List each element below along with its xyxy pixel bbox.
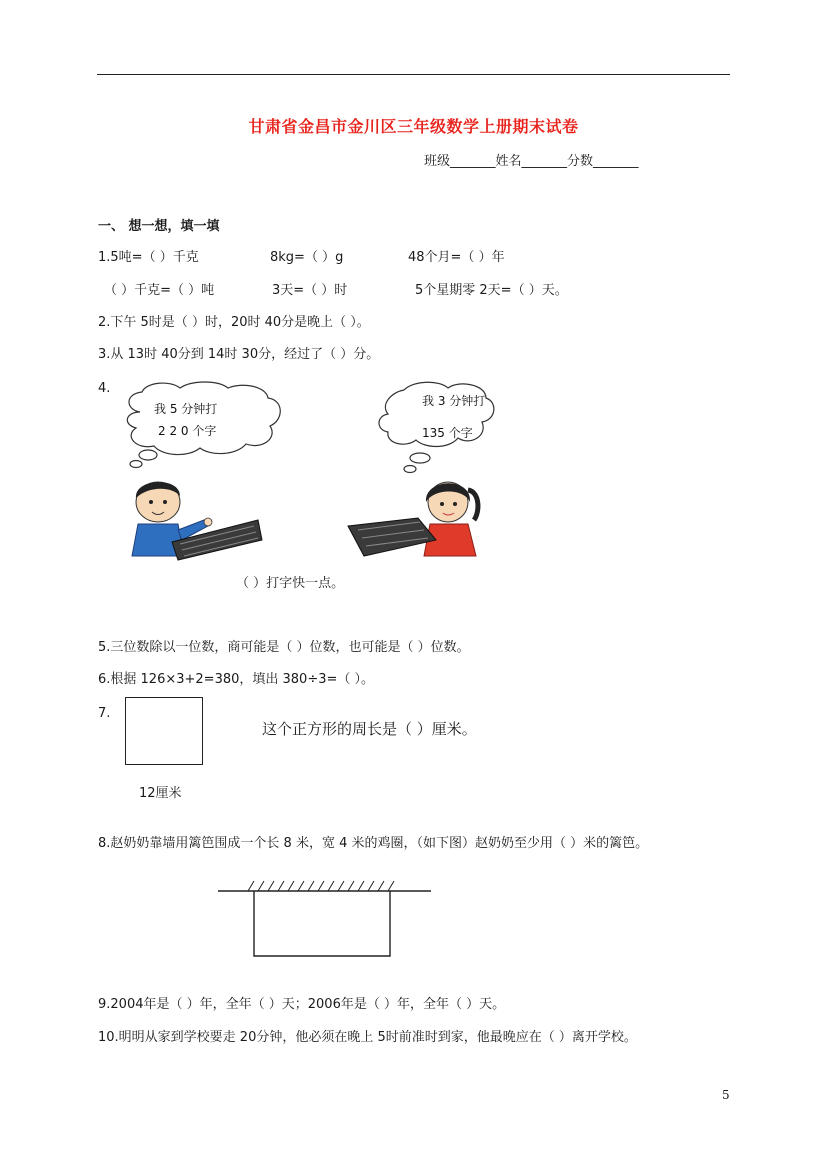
boy-typing-figure [132, 482, 262, 560]
q8-wall-fence-diagram [218, 875, 433, 959]
wall-hatching [248, 881, 394, 891]
q1-item-5: 3天=（ ）时 [272, 283, 348, 298]
chicken-pen-fence [254, 891, 390, 956]
q8-text: 8.赵奶奶靠墙用篱笆围成一个长 8 米，宽 4 米的鸡圈，（如下图）赵奶奶至少用（ ）米的篱笆。 [98, 836, 649, 851]
name-field: 姓名_______ [495, 154, 568, 169]
boy-bubble-line1: 我 5 分钟打 [154, 402, 218, 416]
q1-item-2: 8kg=（ ）g [270, 250, 344, 265]
q7-side-label: 12厘米 [139, 786, 182, 801]
score-field: 分数_______ [567, 154, 639, 169]
q1-item-4: （ ）千克=（ ）吨 [104, 283, 215, 298]
q6-text: 6.根据 126×3+2=380，填出 380÷3=（ ）。 [98, 672, 375, 687]
q5-text: 5.三位数除以一位数，商可能是（ ）位数，也可能是（ ）位数。 [98, 640, 470, 655]
q7-square [125, 697, 203, 765]
q1-item-3: 48个月=（ ）年 [408, 250, 505, 265]
top-rule [97, 74, 730, 75]
q4-number: 4. [98, 381, 111, 396]
q2-text: 2.下午 5时是（ ）时，20时 40分是晚上（ ）。 [98, 315, 370, 330]
girl-bubble-line1: 我 3 分钟打 [422, 394, 486, 408]
class-field: 班级_______ [424, 154, 496, 169]
student-info [424, 150, 639, 169]
boy-bubble-line2: 2 2 0 个字 [158, 424, 217, 438]
q7-text: 这个正方形的周长是（ ）厘米。 [262, 720, 477, 738]
page-number: 5 [722, 1088, 730, 1102]
section-heading: 一、 想一想，填一填 [98, 219, 220, 234]
q1-item-1: 1.5吨=（ ）千克 [98, 250, 199, 265]
q7-number: 7. [98, 706, 111, 721]
q10-text: 10.明明从家到学校要走 20分钟，他必须在晚上 5时前准时到家，他最晚应在（ ）离开学校。 [98, 1030, 637, 1045]
q1-item-6: 5个星期零 2天=（ ）天。 [415, 283, 568, 298]
page-title: 甘肃省金昌市金川区三年级数学上册期末试卷 [248, 117, 579, 136]
girl-bubble-line2: 135 个字 [422, 426, 473, 440]
q4-answer: （ ）打字快一点。 [236, 576, 345, 591]
girl-typing-figure [348, 482, 478, 556]
q9-text: 9.2004年是（ ）年，全年（ ）天；2006年是（ ）年，全年（ ）天。 [98, 997, 506, 1012]
q4-illustration [118, 380, 498, 570]
q3-text: 3.从 13时 40分到 14时 30分，经过了（ ）分。 [98, 347, 380, 362]
